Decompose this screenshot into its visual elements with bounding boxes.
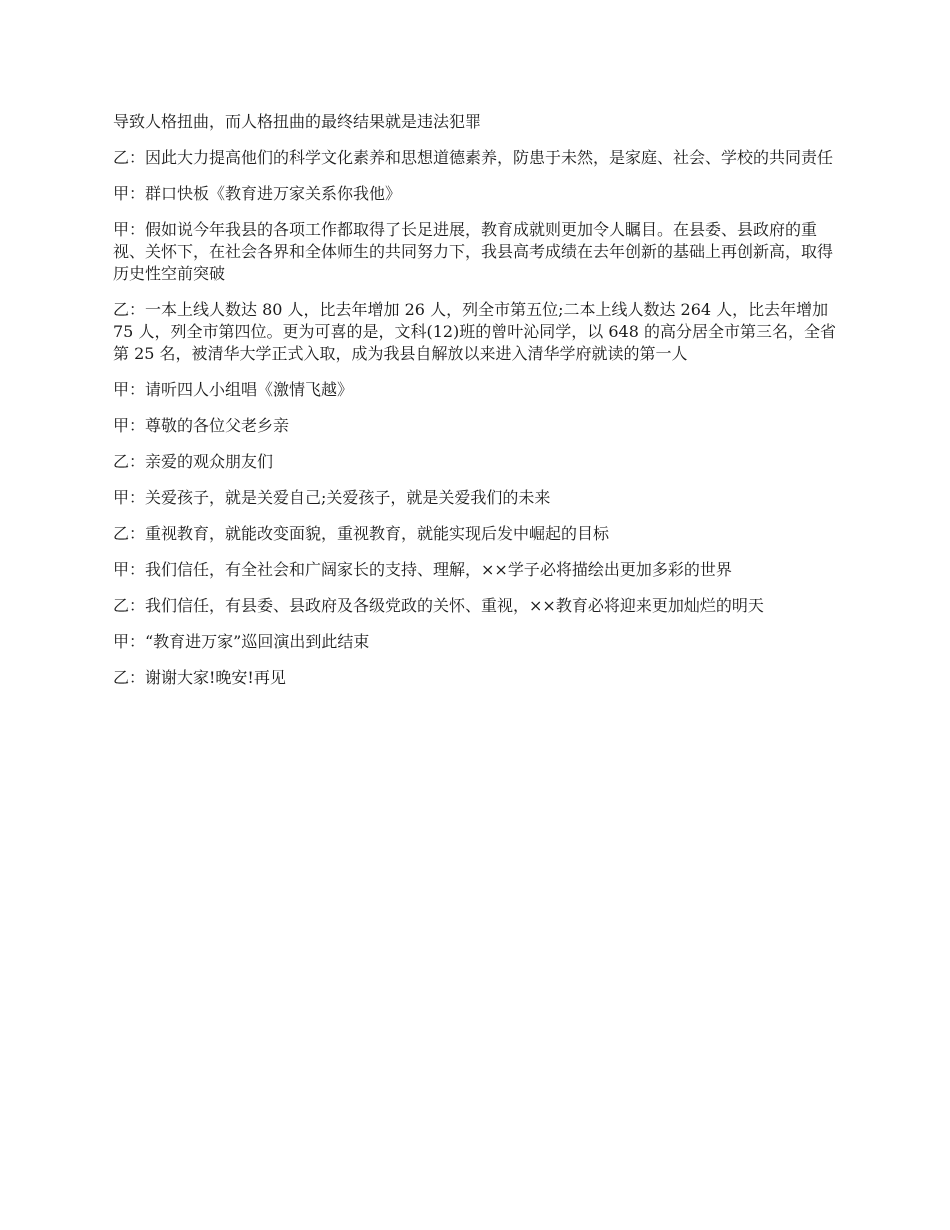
paragraph-8: 乙：亲爱的观众朋友们 (113, 452, 274, 471)
paragraph-11: 甲：我们信任，有全社会和广阔家长的支持、理解，××学子必将描绘出更加多彩的世界 (113, 560, 732, 579)
paragraph-5: 乙：一本上线人数达 80 人，比去年增加 26 人，列全市第五位;二本上线人数达 264 人，比去年增加 75 人，列全市第四位。更为可喜的是，文科(12)班的曾叶沁同学，以 648 的高分居全市第三名，全省第 25 名，被清华大学正式入取，成为我县自解放以来进入清华学府就读的第一人 (113, 300, 837, 363)
paragraph-2: 乙：因此大力提高他们的科学文化素养和思想道德素养，防患于未然，是家庭、社会、学校的共同责任 (113, 148, 834, 167)
paragraph-10: 乙：重视教育，就能改变面貌，重视教育，就能实现后发中崛起的目标 (113, 524, 610, 543)
paragraph-4: 甲：假如说今年我县的各项工作都取得了长足进展，教育成就则更加令人瞩目。在县委、县政府的重视、关怀下，在社会各界和全体师生的共同努力下，我县高考成绩在去年创新的基础上再创新高，取得历史性空前突破 (113, 220, 834, 283)
paragraph-3: 甲：群口快板《教育进万家关系你我他》 (113, 184, 402, 203)
paragraph-7: 甲：尊敬的各位父老乡亲 (113, 416, 290, 435)
paragraph-6: 甲：请听四人小组唱《激情飞越》 (113, 380, 354, 399)
paragraph-14: 乙：谢谢大家!晚安!再见 (113, 668, 286, 687)
paragraph-9: 甲：关爱孩子，就是关爱自己;关爱孩子，就是关爱我们的未来 (113, 488, 551, 507)
paragraph-13: 甲：“教育进万家”巡回演出到此结束 (113, 632, 370, 651)
paragraph-1: 导致人格扭曲，而人格扭曲的最终结果就是违法犯罪 (113, 112, 482, 131)
paragraph-12: 乙：我们信任，有县委、县政府及各级党政的关怀、重视，××教育必将迎来更加灿烂的明天 (113, 596, 764, 615)
document-body (113, 111, 843, 703)
